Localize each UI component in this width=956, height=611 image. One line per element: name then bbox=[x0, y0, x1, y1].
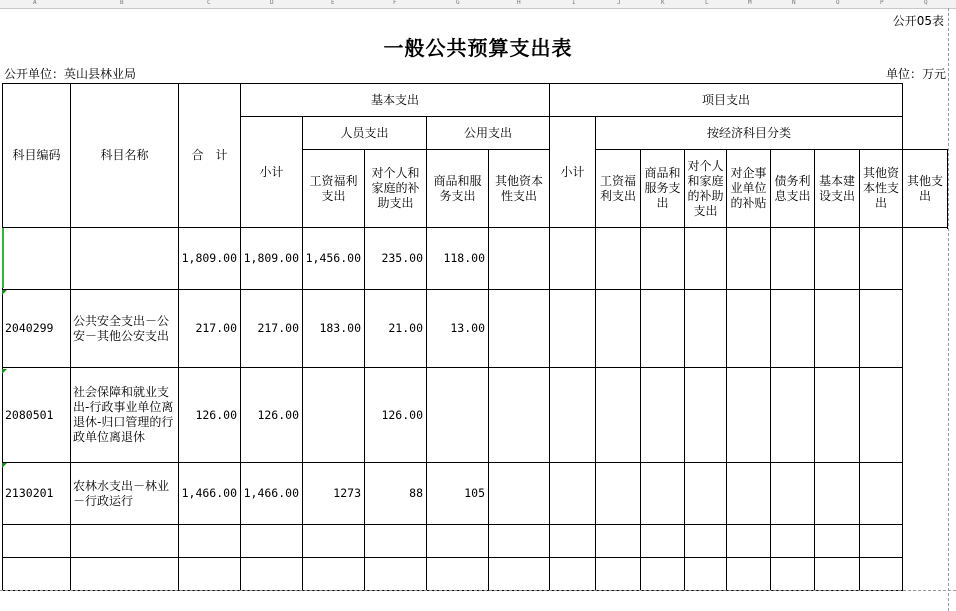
header-p-other-capital[interactable]: 其他资本性支出 bbox=[860, 150, 903, 228]
cell-empty[interactable] bbox=[685, 525, 727, 558]
column-letter[interactable]: E bbox=[331, 0, 335, 6]
cell-empty[interactable] bbox=[550, 525, 596, 558]
column-letter[interactable]: K bbox=[661, 0, 665, 6]
cell-code[interactable]: 2130201 bbox=[3, 463, 71, 525]
cell-empty[interactable] bbox=[596, 228, 641, 290]
cell-empty[interactable] bbox=[241, 525, 303, 558]
header-code[interactable]: 科目编码 bbox=[3, 84, 71, 228]
cell-empty[interactable] bbox=[685, 463, 727, 525]
cell-name[interactable]: 农林水支出－林业－行政运行 bbox=[71, 463, 179, 525]
cell-empty[interactable] bbox=[771, 228, 815, 290]
cell-empty[interactable] bbox=[641, 525, 685, 558]
cell-empty[interactable] bbox=[550, 290, 596, 368]
cell-empty[interactable] bbox=[860, 290, 903, 368]
cell-subtotal[interactable]: 1,809.00 bbox=[241, 228, 303, 290]
comment-marker bbox=[2, 290, 7, 295]
column-header-bar bbox=[0, 0, 956, 9]
cell-empty[interactable] bbox=[860, 368, 903, 463]
column-letter[interactable]: A bbox=[33, 0, 37, 6]
budget-table bbox=[2, 83, 948, 591]
cell-empty[interactable] bbox=[641, 368, 685, 463]
header-econ-class[interactable]: 按经济科目分类 bbox=[596, 117, 903, 150]
column-letter[interactable]: B bbox=[120, 0, 124, 6]
table-row[interactable] bbox=[3, 368, 948, 463]
cell-empty[interactable] bbox=[771, 558, 815, 591]
cell-empty[interactable] bbox=[771, 463, 815, 525]
unit-of-measure: 单位：万元 bbox=[885, 67, 946, 81]
page-break-right bbox=[948, 8, 949, 611]
header-public[interactable]: 公用支出 bbox=[427, 117, 550, 150]
table-row[interactable] bbox=[3, 290, 948, 368]
header-p-salary[interactable]: 工资福利支出 bbox=[596, 150, 641, 228]
header-p-other[interactable]: 其他支出 bbox=[903, 150, 948, 228]
cell-empty[interactable] bbox=[815, 558, 860, 591]
comment-marker bbox=[2, 369, 7, 374]
cell-empty[interactable] bbox=[641, 463, 685, 525]
column-letter[interactable]: P bbox=[880, 0, 884, 6]
cell-empty[interactable] bbox=[641, 290, 685, 368]
cell-empty[interactable] bbox=[815, 290, 860, 368]
cell-empty[interactable] bbox=[71, 558, 179, 591]
cell-empty[interactable] bbox=[815, 228, 860, 290]
header-p-construction[interactable]: 基本建设支出 bbox=[815, 150, 860, 228]
cell-empty[interactable] bbox=[550, 558, 596, 591]
cell-empty[interactable] bbox=[596, 368, 641, 463]
cell-empty[interactable] bbox=[550, 463, 596, 525]
header-project-subtotal[interactable]: 小计 bbox=[550, 117, 596, 228]
header-p-goods[interactable]: 商品和服务支出 bbox=[641, 150, 685, 228]
cell-name[interactable]: 公共安全支出－公安－其他公安支出 bbox=[71, 290, 179, 368]
cell-empty[interactable] bbox=[550, 228, 596, 290]
cell-empty[interactable] bbox=[860, 228, 903, 290]
cell-goods[interactable]: 13.00 bbox=[427, 290, 489, 368]
cell-empty[interactable] bbox=[771, 368, 815, 463]
cell-total[interactable]: 126.00 bbox=[179, 368, 241, 463]
cell-subtotal[interactable]: 126.00 bbox=[241, 368, 303, 463]
cell-empty[interactable] bbox=[550, 368, 596, 463]
cell-empty[interactable] bbox=[727, 525, 771, 558]
column-letter[interactable]: H bbox=[517, 0, 521, 6]
cell-name[interactable]: 社会保障和就业支出-行政事业单位离退休-归口管理的行政单位离退休 bbox=[71, 368, 179, 463]
cell-empty[interactable] bbox=[685, 368, 727, 463]
cell-empty[interactable] bbox=[179, 525, 241, 558]
column-letter[interactable]: J bbox=[617, 0, 621, 6]
column-letter[interactable]: I bbox=[572, 0, 576, 6]
unit-organization: 公开单位：英山县林业局 bbox=[4, 67, 137, 81]
cell-empty[interactable] bbox=[596, 525, 641, 558]
column-letter[interactable]: C bbox=[207, 0, 211, 6]
page-title: 一般公共预算支出表 bbox=[383, 36, 573, 60]
cell-empty[interactable] bbox=[489, 558, 550, 591]
column-letter[interactable]: Q bbox=[924, 0, 928, 6]
header-p-individual[interactable]: 对个人和家庭的补助支出 bbox=[685, 150, 727, 228]
cell-empty[interactable] bbox=[771, 290, 815, 368]
cell-empty[interactable] bbox=[365, 525, 427, 558]
cell-individual[interactable]: 126.00 bbox=[365, 368, 427, 463]
cell-empty[interactable] bbox=[179, 558, 241, 591]
cell-empty[interactable] bbox=[596, 290, 641, 368]
cell-salary[interactable]: 183.00 bbox=[303, 290, 365, 368]
header-basic-subtotal[interactable]: 小计 bbox=[241, 117, 303, 228]
selection-indicator bbox=[2, 228, 4, 288]
header-basic-expenditure[interactable]: 基本支出 bbox=[241, 84, 550, 117]
cell-empty[interactable] bbox=[596, 558, 641, 591]
cell-empty[interactable] bbox=[771, 525, 815, 558]
cell-empty[interactable] bbox=[427, 558, 489, 591]
cell-individual[interactable]: 235.00 bbox=[365, 228, 427, 290]
cell-empty[interactable] bbox=[860, 525, 903, 558]
cell-empty[interactable] bbox=[427, 525, 489, 558]
header-personnel[interactable]: 人员支出 bbox=[303, 117, 427, 150]
cell-total[interactable]: 217.00 bbox=[179, 290, 241, 368]
cell-salary[interactable] bbox=[303, 368, 365, 463]
cell-empty[interactable] bbox=[685, 558, 727, 591]
cell-empty[interactable] bbox=[641, 228, 685, 290]
cell-empty[interactable] bbox=[596, 463, 641, 525]
cell-empty[interactable] bbox=[489, 290, 550, 368]
cell-empty[interactable] bbox=[303, 525, 365, 558]
header-goods[interactable]: 商品和服务支出 bbox=[427, 150, 489, 228]
cell-goods[interactable]: 118.00 bbox=[427, 228, 489, 290]
column-letter[interactable]: N bbox=[792, 0, 796, 6]
cell-empty[interactable] bbox=[641, 558, 685, 591]
header-project-expenditure[interactable]: 项目支出 bbox=[550, 84, 903, 117]
comment-marker bbox=[2, 463, 7, 468]
cell-empty[interactable] bbox=[365, 558, 427, 591]
cell-empty[interactable] bbox=[3, 558, 71, 591]
cell-goods[interactable] bbox=[427, 368, 489, 463]
cell-name[interactable] bbox=[71, 228, 179, 290]
cell-code[interactable]: 2080501 bbox=[3, 368, 71, 463]
cell-empty[interactable] bbox=[489, 525, 550, 558]
cell-empty[interactable] bbox=[727, 558, 771, 591]
column-letter[interactable]: G bbox=[456, 0, 460, 6]
cell-empty[interactable] bbox=[3, 525, 71, 558]
cell-empty[interactable] bbox=[489, 368, 550, 463]
form-number: 公开05表 bbox=[892, 14, 944, 28]
header-individual[interactable]: 对个人和家庭的补助支出 bbox=[365, 150, 427, 228]
table-row[interactable] bbox=[3, 558, 948, 591]
header-name[interactable]: 科目名称 bbox=[71, 84, 179, 228]
header-other-capital[interactable]: 其他资本性支出 bbox=[489, 150, 550, 228]
table-row[interactable] bbox=[3, 228, 948, 290]
cell-code[interactable] bbox=[3, 228, 71, 290]
column-letter[interactable]: O bbox=[836, 0, 840, 6]
header-salary[interactable]: 工资福利支出 bbox=[303, 150, 365, 228]
cell-subtotal[interactable]: 1,466.00 bbox=[241, 463, 303, 525]
cell-total[interactable]: 1,809.00 bbox=[179, 228, 241, 290]
column-letter[interactable]: M bbox=[748, 0, 752, 6]
cell-empty[interactable] bbox=[860, 558, 903, 591]
cell-empty[interactable] bbox=[815, 463, 860, 525]
cell-empty[interactable] bbox=[815, 368, 860, 463]
table-row[interactable] bbox=[3, 525, 948, 558]
cell-empty[interactable] bbox=[815, 525, 860, 558]
cell-subtotal[interactable]: 217.00 bbox=[241, 290, 303, 368]
page-break-bottom bbox=[0, 590, 956, 591]
cell-empty[interactable] bbox=[685, 228, 727, 290]
column-letter[interactable]: F bbox=[393, 0, 397, 6]
cell-empty[interactable] bbox=[71, 525, 179, 558]
cell-goods[interactable]: 105 bbox=[427, 463, 489, 525]
cell-empty[interactable] bbox=[303, 558, 365, 591]
cell-empty[interactable] bbox=[727, 463, 771, 525]
cell-empty[interactable] bbox=[241, 558, 303, 591]
cell-empty[interactable] bbox=[489, 463, 550, 525]
table-row[interactable] bbox=[3, 463, 948, 525]
cell-code[interactable]: 2040299 bbox=[3, 290, 71, 368]
header-p-enterprise[interactable]: 对企事业单位的补贴 bbox=[727, 150, 771, 228]
cell-empty[interactable] bbox=[727, 368, 771, 463]
cell-empty[interactable] bbox=[727, 228, 771, 290]
header-total[interactable]: 合 计 bbox=[179, 84, 241, 228]
cell-total[interactable]: 1,466.00 bbox=[179, 463, 241, 525]
column-letter[interactable]: L bbox=[705, 0, 709, 6]
cell-empty[interactable] bbox=[860, 463, 903, 525]
cell-empty[interactable] bbox=[489, 228, 550, 290]
cell-empty[interactable] bbox=[685, 290, 727, 368]
cell-salary[interactable]: 1,456.00 bbox=[303, 228, 365, 290]
cell-individual[interactable]: 88 bbox=[365, 463, 427, 525]
cell-individual[interactable]: 21.00 bbox=[365, 290, 427, 368]
header-p-debt[interactable]: 债务利息支出 bbox=[771, 150, 815, 228]
cell-salary[interactable]: 1273 bbox=[303, 463, 365, 525]
cell-empty[interactable] bbox=[727, 290, 771, 368]
column-letter[interactable]: D bbox=[270, 0, 274, 6]
